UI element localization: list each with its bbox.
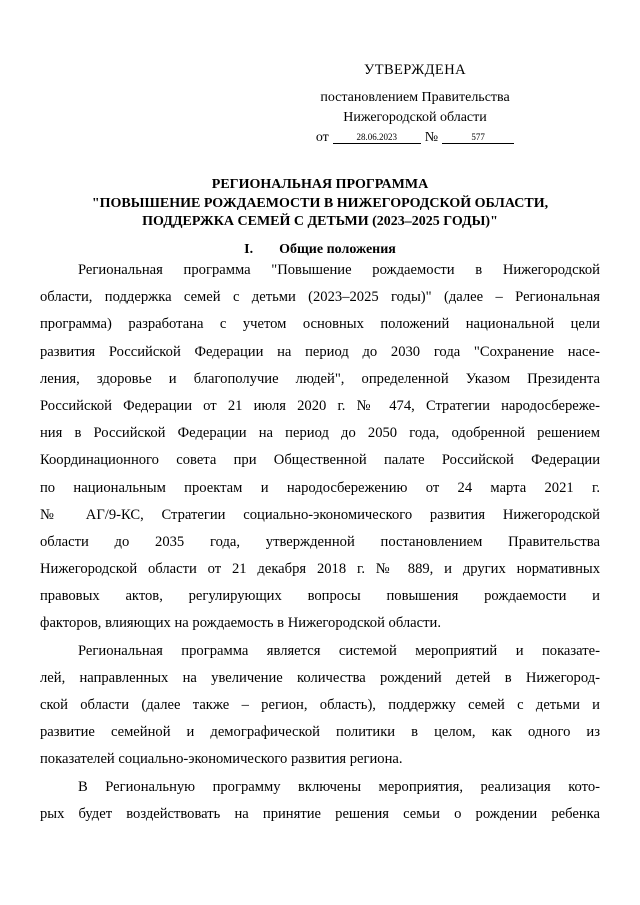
section-number: I. (244, 242, 254, 257)
paragraph-line: рых будет воздействовать на принятие решения семьи о рождении ребенка (40, 805, 600, 822)
paragraph-line: ской области (далее также – регион, область), поддержку семей с детьми и (40, 697, 600, 713)
title-line-3: ПОДДЕРЖКА СЕМЕЙ С ДЕТЬМИ (2023–2025 ГОДЫ)" (142, 214, 498, 229)
resolution-number: 577 (442, 131, 514, 144)
paragraph-line: области, поддержка семей с детьми (2023–2025 годы)" (далее – Региональная (40, 289, 600, 306)
paragraph-line: лей, направленных на увеличение количества рождений детей в Нижегород- (40, 669, 600, 686)
paragraph-line: ния в Российской Федерации на период до 2050 года, одобренной решением (40, 425, 600, 442)
paragraph-line: ления, здоровье и благополучие людей", определенной Указом Президента (40, 370, 600, 387)
paragraph-line: области до 2035 года, утвержденной постановлением Правительства (40, 533, 600, 550)
resolution-date: 28.06.2023 (333, 131, 421, 144)
paragraph (40, 257, 600, 638)
paragraph-line: Российской Федерации от 21 июля 2020 г. № 474, Стратегии народосбереже- (40, 397, 600, 414)
paragraph-line: Нижегородской области от 21 декабря 2018 г. № 889, и других нормативных (40, 561, 600, 578)
approval-stamp-label: УТВЕРЖДЕНА (364, 62, 466, 78)
paragraph-line: № АГ/9-КС, Стратегии социально-экономического развития Нижегородской (40, 506, 600, 523)
paragraph-line: по национальным проектам и народосбережению от 24 марта 2021 г. (40, 479, 600, 496)
approval-resolution-line: постановлением Правительства (320, 90, 510, 105)
paragraph-line: факторов, влияющих на рождаемость в Нижегородской области. (40, 615, 441, 632)
paragraph-line: В Региональную программу включены мероприятия, реализация кото- (78, 778, 600, 795)
document-title (40, 176, 600, 232)
body-text (40, 257, 600, 828)
paragraph-line: программа) разработана с учетом основных положений национальной цели (40, 316, 600, 333)
paragraph-line: развитие семейной и демографической политики в целом, как одного из (40, 724, 600, 741)
number-label: № (424, 130, 439, 145)
section-title: Общие положения (279, 242, 396, 257)
paragraph (40, 774, 600, 828)
paragraph-line: Региональная программа является системой мероприятий и показате- (78, 642, 600, 659)
paragraph-line: Региональная программа "Повышение рождаемости в Нижегородской (78, 262, 600, 278)
approval-block (300, 60, 530, 148)
paragraph-line: правовых актов, регулирующих вопросы повышения рождаемости и (40, 588, 600, 605)
paragraph (40, 638, 600, 774)
title-line-2: "ПОВЫШЕНИЕ РОЖДАЕМОСТИ В НИЖЕГОРОДСКОЙ ОБЛАСТИ, (91, 195, 549, 211)
approval-region-line: Нижегородской области (343, 110, 487, 125)
paragraph-line: Координационного совета при Общественной палате Российской Федерации (40, 452, 600, 469)
approval-reference (300, 128, 530, 148)
paragraph-line: развития Российской Федерации на период до 2030 года "Сохранение насе- (40, 343, 600, 360)
from-label: от (315, 130, 329, 145)
title-line-1: РЕГИОНАЛЬНАЯ ПРОГРАММА (211, 177, 429, 192)
paragraph-line: показателей социально-экономического развития региона. (40, 751, 403, 768)
